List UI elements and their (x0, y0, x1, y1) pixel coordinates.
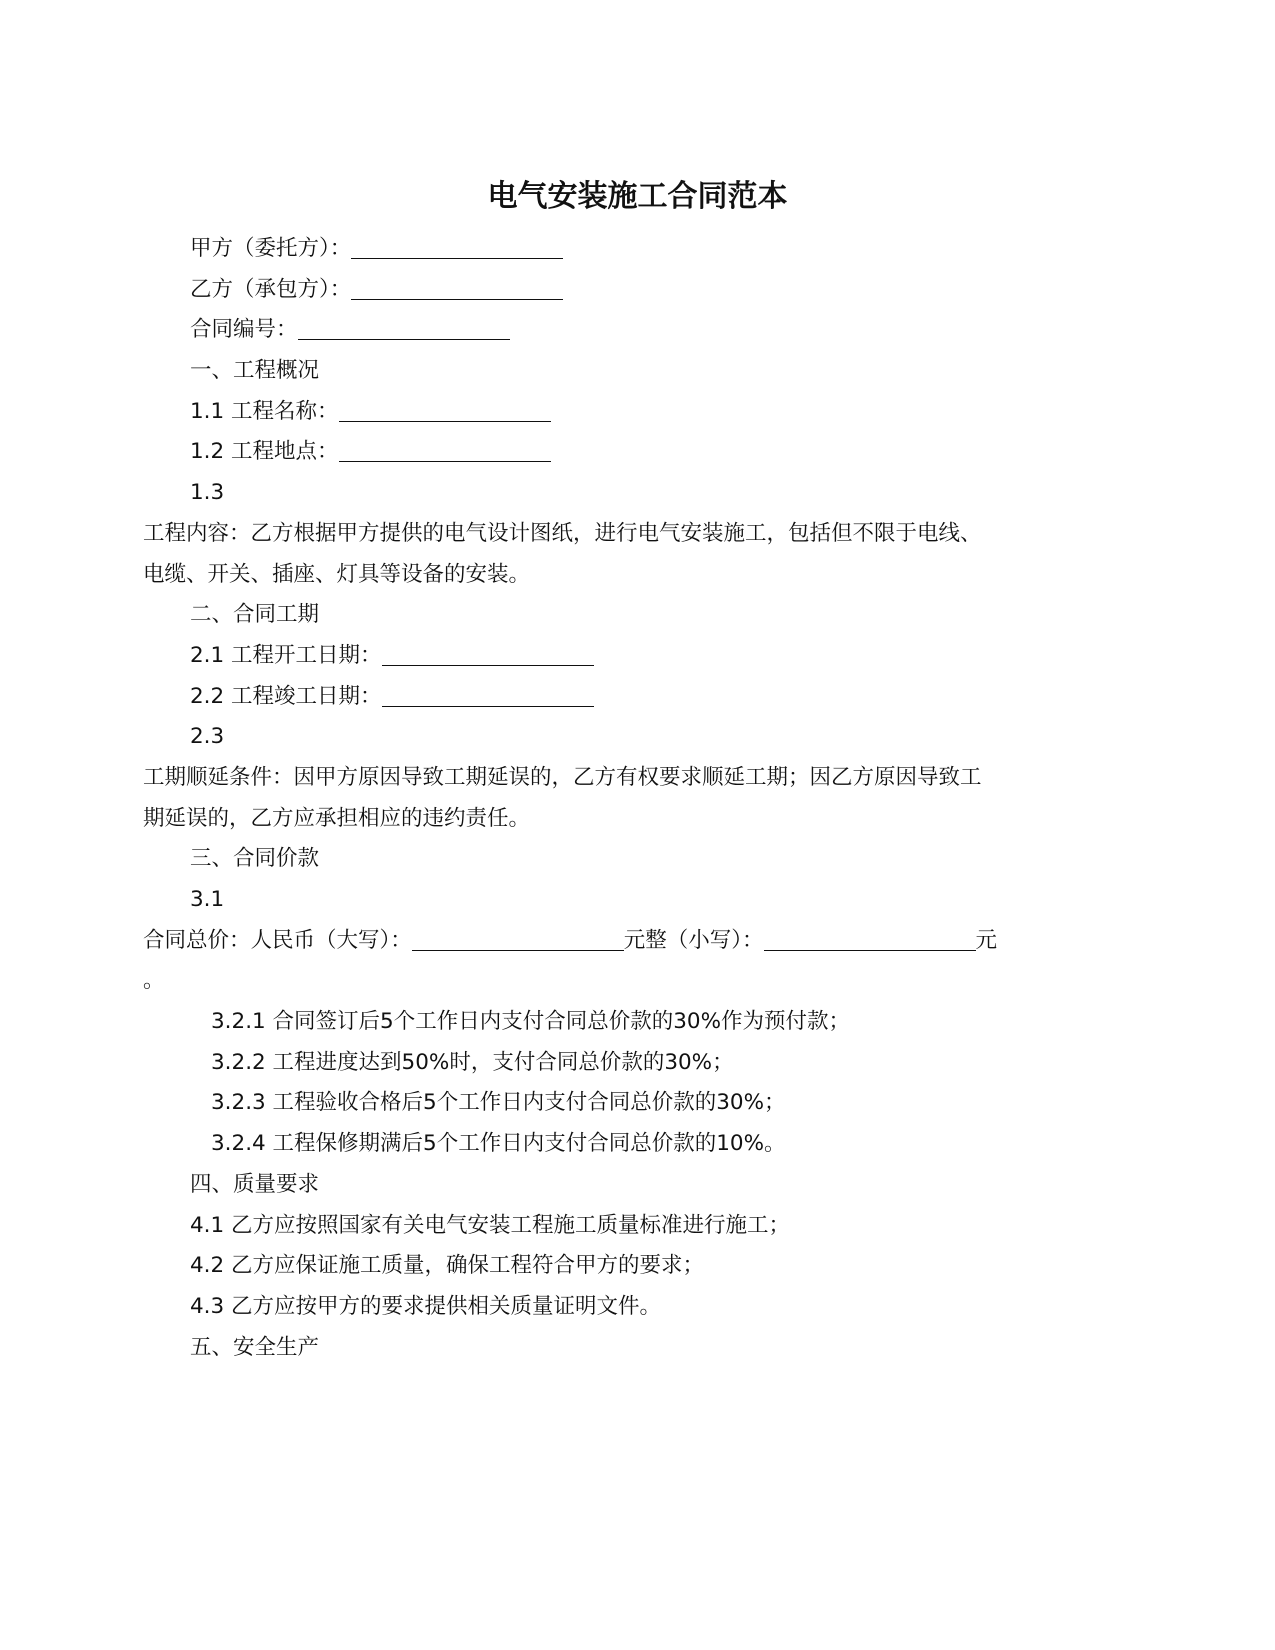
fill-in-blank (339, 460, 551, 462)
paragraph-line (0, 270, 1275, 311)
line-text: 1.3 (190, 480, 225, 506)
line-text: 3.2.1 合同签订后5个工作日内支付合同总价款的30%作为预付款； (211, 1009, 851, 1035)
paragraph-line (0, 677, 1275, 718)
line-text: 合同编号： (190, 317, 298, 343)
line-text: 甲方（委托方）： (190, 236, 352, 261)
paragraph-line (0, 473, 1275, 514)
paragraph-line (0, 921, 1275, 962)
fill-in-blank (382, 664, 594, 666)
line-text: 一、工程概况 (190, 358, 320, 384)
line-text: 。 (143, 968, 165, 994)
line-text: 3.1 (190, 887, 225, 912)
document-title: 电气安装施工合同范本 (487, 179, 788, 214)
line-text: 3.2.2 工程进度达到50%时，支付合同总价款的30%； (211, 1049, 734, 1075)
line-text: 4.1 乙方应按照国家有关电气安装工程施工质量标准进行施工； (190, 1212, 791, 1238)
line-text: 4.3 乙方应按甲方的要求提供相关质量证明文件。 (190, 1293, 662, 1319)
line-text: 三、合同价款 (190, 846, 320, 872)
paragraph-line (0, 1043, 1275, 1084)
paragraph-line (0, 636, 1275, 677)
paragraph-line (0, 1124, 1275, 1165)
line-text: 电缆、开关、插座、灯具等设备的安装。 (143, 561, 531, 587)
line-text: 3.2.3 工程验收合格后5个工作日内支付合同总价款的30%； (211, 1090, 786, 1116)
line-text: 二、合同工期 (190, 602, 320, 628)
paragraph-line (0, 351, 1275, 392)
line-text: 1.2 工程地点： (190, 439, 339, 465)
paragraph-line (0, 880, 1275, 921)
paragraph-line (0, 514, 1275, 555)
line-text: 四、质量要求 (190, 1171, 320, 1197)
paragraph-line (0, 839, 1275, 880)
line-text: 期延误的，乙方应承担相应的违约责任。 (143, 805, 531, 831)
paragraph-line (0, 1206, 1275, 1247)
paragraph-line (0, 1002, 1275, 1043)
line-text: 五、安全生产 (190, 1334, 320, 1360)
paragraph-line (0, 432, 1275, 473)
line-text: 2.3 (190, 724, 225, 750)
line-text: 工期顺延条件：因甲方原因导致工期延误的，乙方有权要求顺延工期；因乙方原因导致工 (143, 764, 982, 790)
paragraph-line (0, 799, 1275, 840)
paragraph-line (0, 595, 1275, 636)
paragraph-line (0, 310, 1275, 351)
paragraph-line (0, 1287, 1275, 1328)
paragraph-line (0, 1246, 1275, 1287)
fill-in-blank (351, 298, 563, 300)
paragraph-line (0, 229, 1275, 270)
paragraph-line (0, 717, 1275, 758)
line-text: 4.2 乙方应保证施工质量，确保工程符合甲方的要求； (190, 1253, 705, 1279)
line-text: 元 (975, 927, 998, 953)
fill-in-blank (382, 705, 594, 707)
paragraph-line (0, 961, 1275, 1002)
line-text: 乙方（承包方）： (190, 276, 352, 302)
fill-in-blank (412, 949, 624, 951)
paragraph-line (0, 1083, 1275, 1124)
document-body (0, 229, 1275, 1368)
paragraph-line (0, 555, 1275, 596)
paragraph-line (0, 392, 1275, 433)
fill-in-blank (764, 949, 976, 951)
paragraph-line (0, 758, 1275, 799)
line-text: 2.2 工程竣工日期： (190, 683, 382, 709)
line-text: 2.1 工程开工日期： (190, 642, 382, 668)
line-text: 元整（小写）： (623, 927, 764, 953)
fill-in-blank (298, 338, 510, 340)
paragraph-line (0, 1165, 1275, 1206)
line-text: 1.1 工程名称： (190, 398, 339, 424)
fill-in-blank (351, 257, 563, 259)
line-text: 工程内容：乙方根据甲方提供的电气设计图纸，进行电气安装施工，包括但不限于电线、 (143, 520, 982, 546)
fill-in-blank (339, 420, 551, 422)
paragraph-line (0, 1328, 1275, 1369)
line-text: 3.2.4 工程保修期满后5个工作日内支付合同总价款的10%。 (211, 1131, 786, 1157)
line-text: 合同总价：人民币（大写）： (143, 927, 412, 953)
